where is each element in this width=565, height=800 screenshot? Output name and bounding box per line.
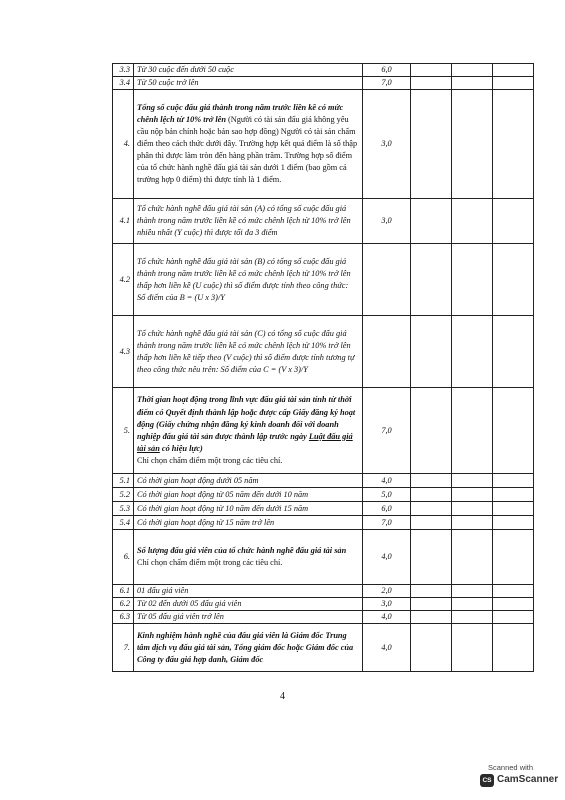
scanned-with-label: Scanned with bbox=[488, 763, 534, 772]
evaluation-cell bbox=[452, 611, 493, 624]
criteria-text-segment: Từ 30 cuộc đến dưới 50 cuộc bbox=[137, 65, 234, 74]
criteria-text-segment: Thời gian hoạt động trong lĩnh vực đấu giá tài sản tính từ thời điểm có Quyết định thành lập hoặc được cấp Giấy đăng ký hoạt động (Giấy chứng nhận đăng ký kinh doanh đối với doanh nghiệp đấu giá tài sản được thành lập trước ngày bbox=[137, 395, 356, 441]
criteria-description bbox=[134, 502, 363, 516]
evaluation-cell bbox=[493, 388, 534, 474]
evaluation-cell bbox=[411, 316, 452, 388]
criteria-index: 5.3 bbox=[113, 502, 134, 516]
max-score bbox=[363, 316, 411, 388]
criteria-description bbox=[134, 90, 363, 199]
criteria-row bbox=[113, 388, 534, 474]
criteria-text-segment: Từ 05 đấu giá viên trở lên bbox=[137, 612, 224, 622]
criteria-row bbox=[113, 488, 534, 502]
criteria-index: 4.3 bbox=[113, 316, 134, 388]
evaluation-cell bbox=[452, 502, 493, 516]
criteria-text-segment: Từ 02 đến dưới 05 đấu giá viên bbox=[137, 599, 242, 609]
evaluation-cell bbox=[411, 90, 452, 199]
criteria-row bbox=[113, 502, 534, 516]
criteria-description bbox=[134, 530, 363, 585]
evaluation-cell bbox=[493, 77, 534, 90]
evaluation-cell bbox=[411, 474, 452, 488]
criteria-text-segment: Tổng số cuộc đấu giá thành trong năm trước liền kề có mức chênh lệch từ 10% trở lên bbox=[137, 102, 344, 124]
evaluation-cell bbox=[411, 624, 452, 672]
criteria-row bbox=[113, 624, 534, 672]
criteria-description bbox=[134, 244, 363, 316]
evaluation-cell bbox=[452, 244, 493, 316]
criteria-text-segment: Có thời gian hoạt động từ 10 năm đến dưới 15 năm bbox=[137, 503, 309, 513]
criteria-row bbox=[113, 585, 534, 598]
criteria-text-segment: Số điểm của B = (U x 3)/Y bbox=[137, 292, 225, 302]
evaluation-cell bbox=[493, 624, 534, 672]
max-score: 7,0 bbox=[363, 388, 411, 474]
evaluation-cell bbox=[411, 516, 452, 530]
max-score: 7,0 bbox=[363, 516, 411, 530]
max-score: 3,0 bbox=[363, 199, 411, 244]
criteria-row bbox=[113, 77, 534, 90]
evaluation-cell bbox=[411, 611, 452, 624]
evaluation-cell bbox=[493, 64, 534, 77]
evaluation-cell bbox=[493, 90, 534, 199]
criteria-row bbox=[113, 530, 534, 585]
max-score: 4,0 bbox=[363, 611, 411, 624]
max-score: 4,0 bbox=[363, 624, 411, 672]
evaluation-cell bbox=[411, 77, 452, 90]
evaluation-cell bbox=[411, 598, 452, 611]
criteria-text-segment: Từ 50 cuộc trở lên bbox=[137, 78, 199, 88]
criteria-row bbox=[113, 474, 534, 488]
evaluation-cell bbox=[493, 516, 534, 530]
criteria-description bbox=[134, 474, 363, 488]
page-number: 4 bbox=[280, 691, 285, 702]
max-score: 5,0 bbox=[363, 488, 411, 502]
evaluation-cell bbox=[493, 611, 534, 624]
criteria-index: 5.1 bbox=[113, 474, 134, 488]
criteria-row bbox=[113, 244, 534, 316]
criteria-text-segment: (Người có tài sản đấu giá không yêu cầu nộp bản chính hoặc bản sao hợp đồng) Người có tài sản chấm điểm theo cách thức dưới đây. Trường hợp kết quả điểm là số thập phân thì được làm tròn đến hàng phần trăm. Trường hợp số điểm của tổ chức hành nghề đấu giá tài sản dưới 1 điểm (bao gồm cả trường hợp 0 điểm) thì được tính là 1 điểm. bbox=[137, 114, 358, 185]
criteria-index: 7. bbox=[113, 624, 134, 672]
criteria-row bbox=[113, 64, 534, 77]
criteria-index: 4. bbox=[113, 90, 134, 199]
evaluation-cell bbox=[411, 64, 452, 77]
evaluation-cell bbox=[452, 77, 493, 90]
criteria-description bbox=[134, 199, 363, 244]
evaluation-cell bbox=[493, 199, 534, 244]
criteria-index: 6.3 bbox=[113, 611, 134, 624]
criteria-text-segment: Tổ chức hành nghề đấu giá tài sản (B) có tổng số cuộc đấu giá thành trong năm trước liền kề có mức chênh lệch từ 10% trở lên thấp hơn liền kề (U cuộc) thì số điểm được tính theo công thức: bbox=[137, 256, 351, 290]
criteria-text-segment: Số lượng đấu giá viên của tổ chức hành nghề đấu giá tài sản bbox=[137, 546, 347, 556]
criteria-text-segment: 01 đấu giá viên bbox=[137, 586, 189, 596]
criteria-text-segment: Có thời gian hoạt động dưới 05 năm bbox=[137, 475, 259, 485]
criteria-description bbox=[134, 611, 363, 624]
criteria-description bbox=[134, 388, 363, 474]
criteria-index: 6.1 bbox=[113, 585, 134, 598]
camscanner-watermark bbox=[478, 763, 559, 791]
criteria-description bbox=[134, 624, 363, 672]
criteria-text-segment: Có thời gian hoạt động từ 15 năm trở lên bbox=[137, 517, 275, 527]
criteria-row bbox=[113, 90, 534, 199]
evaluation-cell bbox=[452, 316, 493, 388]
evaluation-cell bbox=[493, 316, 534, 388]
criteria-description bbox=[134, 516, 363, 530]
evaluation-cell bbox=[493, 488, 534, 502]
criteria-table bbox=[112, 63, 534, 672]
evaluation-cell bbox=[493, 244, 534, 316]
evaluation-cell bbox=[411, 502, 452, 516]
max-score: 6,0 bbox=[363, 502, 411, 516]
max-score: 3,0 bbox=[363, 598, 411, 611]
criteria-table-body bbox=[113, 64, 534, 672]
criteria-text-segment: Chỉ chọn chấm điểm một trong các tiêu chí. bbox=[137, 455, 283, 465]
evaluation-cell bbox=[452, 488, 493, 502]
max-score bbox=[363, 244, 411, 316]
evaluation-cell bbox=[452, 516, 493, 530]
evaluation-cell bbox=[452, 530, 493, 585]
criteria-text-segment: Kinh nghiệm hành nghề của đấu giá viên là Giám đốc Trung tâm dịch vụ đấu giá tài sản, Tổng giám đốc hoặc Giám đốc của Công ty đấu giá hợp danh, Giám đốc bbox=[137, 630, 354, 664]
criteria-description bbox=[134, 316, 363, 388]
criteria-index: 5.4 bbox=[113, 516, 134, 530]
criteria-description bbox=[134, 64, 363, 77]
criteria-index: 3.3 bbox=[113, 64, 134, 77]
evaluation-cell bbox=[452, 64, 493, 77]
criteria-text-segment: Có thời gian hoạt động từ 05 năm đến dưới 10 năm bbox=[137, 489, 309, 499]
evaluation-cell bbox=[452, 90, 493, 199]
criteria-description bbox=[134, 585, 363, 598]
evaluation-cell bbox=[493, 502, 534, 516]
evaluation-cell bbox=[452, 624, 493, 672]
evaluation-cell bbox=[493, 530, 534, 585]
criteria-text-segment: Chỉ chọn chấm điểm một trong các tiêu chí. bbox=[137, 558, 283, 568]
criteria-row bbox=[113, 516, 534, 530]
criteria-description bbox=[134, 77, 363, 90]
criteria-index: 4.1 bbox=[113, 199, 134, 244]
criteria-index: 5. bbox=[113, 388, 134, 474]
criteria-index: 3.4 bbox=[113, 77, 134, 90]
evaluation-cell bbox=[452, 199, 493, 244]
evaluation-cell bbox=[411, 199, 452, 244]
evaluation-cell bbox=[411, 244, 452, 316]
criteria-description bbox=[134, 488, 363, 502]
max-score: 4,0 bbox=[363, 530, 411, 585]
criteria-text-segment: Tổ chức hành nghề đấu giá tài sản (C) có tổng số cuộc đấu giá thành trong năm trước liền kề có mức chênh lệch từ 10% trở lên thấp hơn liền kề tiếp theo (V cuộc) thì số điểm được tính tương tự theo công thức nêu trên: Số điểm của C = (V x 3)/Y bbox=[137, 328, 355, 374]
max-score: 6,0 bbox=[363, 64, 411, 77]
max-score: 2,0 bbox=[363, 585, 411, 598]
evaluation-cell bbox=[493, 474, 534, 488]
evaluation-cell bbox=[411, 488, 452, 502]
evaluation-cell bbox=[452, 388, 493, 474]
evaluation-cell bbox=[493, 585, 534, 598]
criteria-index: 6.2 bbox=[113, 598, 134, 611]
criteria-text-segment: Luật đấu giá tài sản bbox=[137, 431, 353, 453]
camscanner-brand: CamScanner bbox=[497, 774, 559, 785]
criteria-row bbox=[113, 598, 534, 611]
criteria-description bbox=[134, 598, 363, 611]
criteria-index: 6. bbox=[113, 530, 134, 585]
criteria-row bbox=[113, 199, 534, 244]
criteria-text-segment: Tổ chức hành nghề đấu giá tài sản (A) có tổng số cuộc đấu giá thành trong năm trước liền kề có mức chênh lệch từ 10% trở lên nhiều nhất (Y cuộc) thì được tối đa 3 điểm bbox=[137, 204, 351, 238]
max-score: 4,0 bbox=[363, 474, 411, 488]
evaluation-cell bbox=[411, 585, 452, 598]
evaluation-cell bbox=[452, 598, 493, 611]
criteria-index: 4.2 bbox=[113, 244, 134, 316]
evaluation-cell bbox=[411, 388, 452, 474]
evaluation-cell bbox=[452, 474, 493, 488]
max-score: 7,0 bbox=[363, 77, 411, 90]
evaluation-cell bbox=[493, 598, 534, 611]
evaluation-cell bbox=[411, 530, 452, 585]
camscanner-logo-icon: CS bbox=[480, 774, 494, 787]
evaluation-cell bbox=[452, 585, 493, 598]
max-score: 3,0 bbox=[363, 90, 411, 199]
criteria-text-segment: có hiệu lực) bbox=[159, 443, 203, 453]
criteria-index: 5.2 bbox=[113, 488, 134, 502]
criteria-row bbox=[113, 316, 534, 388]
criteria-row bbox=[113, 611, 534, 624]
